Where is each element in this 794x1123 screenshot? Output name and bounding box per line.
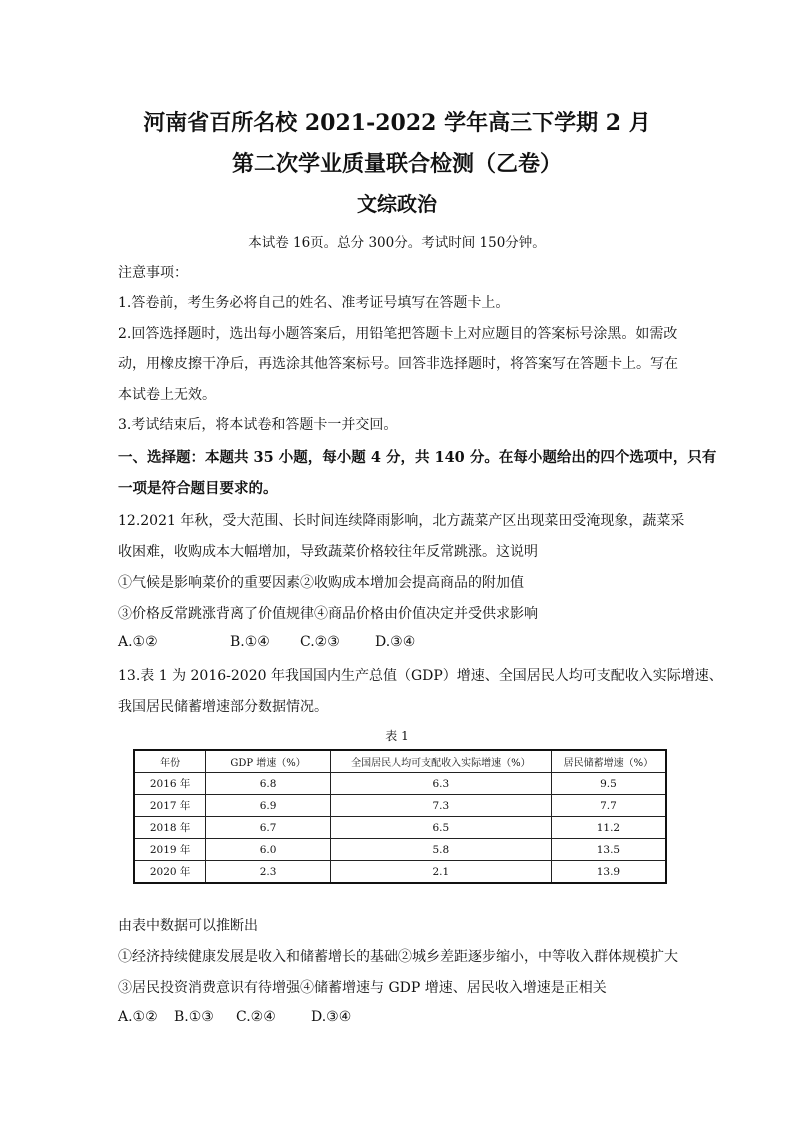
table-row — [134, 773, 666, 795]
q12-stem-b: 收困难，收购成本大幅增加，导致蔬菜价格较往年反常跳涨。这说明 — [118, 544, 538, 560]
exam-title-line1: 河南省百所名校 2021-2022 学年高三下学期 2 月 — [143, 110, 651, 136]
table-cell: 6.9 — [206, 795, 331, 817]
q13-option-d: D.③④ — [311, 1009, 352, 1025]
table-header-cell: 年份 — [134, 750, 206, 773]
table-row — [134, 839, 666, 861]
exam-info: 本试卷 16页。总分 300分。考试时间 150分钟。 — [248, 235, 546, 251]
table-header-cell: 居民储蓄增速（%） — [551, 750, 666, 773]
table-header-cell: 全国居民人均可支配收入实际增速（%） — [330, 750, 551, 773]
table-row — [134, 795, 666, 817]
q12-option-a: A.①② — [118, 634, 158, 650]
table-cell: 7.3 — [330, 795, 551, 817]
note-item-2c: 本试卷上无效。 — [118, 387, 216, 403]
table-cell: 7.7 — [551, 795, 666, 817]
table-caption: 表 1 — [385, 729, 409, 743]
table-cell: 2016 年 — [134, 773, 206, 795]
table-cell: 6.8 — [206, 773, 331, 795]
q13-statements-2: ③居民投资消费意识有待增强④储蓄增速与 GDP 增速、居民收入增速是正相关 — [118, 980, 607, 996]
note-item-2a: 2.回答选择题时，选出每小题答案后，用铅笔把答题卡上对应题目的答案标号涂黑。如需改 — [118, 326, 678, 342]
q12-statements-2: ③价格反常跳涨背离了价值规律④商品价格由价值决定并受供求影响 — [118, 606, 538, 622]
table-cell: 2.1 — [330, 861, 551, 884]
table-header-row — [134, 750, 666, 773]
table-cell: 13.9 — [551, 861, 666, 884]
section-heading-line2: 一项是符合题目要求的。 — [118, 480, 278, 497]
q13-stem-b: 我国居民储蓄增速部分数据情况。 — [118, 699, 328, 715]
note-item-3: 3.考试结束后，将本试卷和答题卡一并交回。 — [118, 417, 398, 433]
table-cell: 9.5 — [551, 773, 666, 795]
q13-lead: 由表中数据可以推断出 — [118, 918, 258, 934]
table-cell: 2018 年 — [134, 817, 206, 839]
q12-option-b: B.①④ — [230, 634, 270, 650]
table-cell: 13.5 — [551, 839, 666, 861]
q13-option-b: B.①③ — [174, 1009, 214, 1025]
table-cell: 6.5 — [330, 817, 551, 839]
q12-stem-a: 12.2021 年秋，受大范围、长时间连续降雨影响，北方蔬菜产区出现菜田受淹现象，蔬菜采 — [118, 513, 685, 529]
table-cell: 2020 年 — [134, 861, 206, 884]
q13-options — [118, 1009, 678, 1025]
table-cell: 2.3 — [206, 861, 331, 884]
table-cell: 6.0 — [206, 839, 331, 861]
q13-option-a: A.①② — [118, 1009, 158, 1025]
q13-stem-a: 13.表 1 为 2016-2020 年我国国内生产总值（GDP）增速、全国居民人均可支配收入实际增速、 — [118, 668, 723, 684]
q12-option-d: D.③④ — [375, 634, 416, 650]
table-cell: 6.7 — [206, 817, 331, 839]
q13-option-c: C.②④ — [236, 1009, 276, 1025]
table-cell: 5.8 — [330, 839, 551, 861]
q12-statements-1: ①气候是影响菜价的重要因素②收购成本增加会提高商品的附加值 — [118, 575, 524, 591]
q13-statements-1: ①经济持续健康发展是收入和储蓄增长的基础②城乡差距逐步缩小，中等收入群体规模扩大 — [118, 949, 678, 965]
data-table — [133, 749, 667, 884]
table-cell: 2017 年 — [134, 795, 206, 817]
table-cell: 6.3 — [330, 773, 551, 795]
table-cell: 2019 年 — [134, 839, 206, 861]
subject-title: 文综政治 — [357, 192, 437, 216]
section-heading-line1: 一、选择题：本题共 35 小题，每小题 4 分，共 140 分。在每小题给出的四个选项中，只有 — [118, 449, 717, 466]
note-item-1: 1.答卷前，考生务必将自己的姓名、准考证号填写在答题卡上。 — [118, 295, 510, 311]
q12-option-c: C.②③ — [300, 634, 340, 650]
table-header-cell: GDP 增速（%） — [206, 750, 331, 773]
table-row — [134, 861, 666, 884]
table-cell: 11.2 — [551, 817, 666, 839]
table-row — [134, 817, 666, 839]
note-item-2b: 动，用橡皮擦干净后，再选涂其他答案标号。回答非选择题时，将答案写在答题卡上。写在 — [118, 356, 678, 372]
exam-title-line2: 第二次学业质量联合检测（乙卷） — [231, 151, 562, 177]
q12-options — [118, 634, 678, 650]
notes-heading: 注意事项： — [118, 265, 188, 281]
